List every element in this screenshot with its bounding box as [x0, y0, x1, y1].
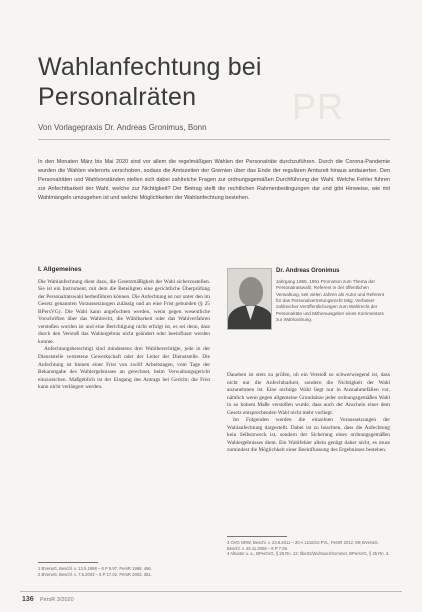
body-paragraph: Im Folgenden werden die einzelnen Voraussetzungen der Wahlanfechtung dargestellt. Dabei ist zu beachten, dass die Anfechtung kein Selbstzweck ist, sondern der Sicherung eines ordnungsgemäßen Wahlergebnisses dient. Ein Wahlfehler allein genügt daher nicht, es muss zumindest die Möglichkeit einer Beeinflussung des Ergebnisses bestehen.	[227, 417, 390, 454]
article-title: Wahlanfechtung bei Personalräten	[38, 53, 262, 111]
footnotes-left	[38, 566, 210, 577]
footnote: 3 OVG NRW, Beschl. v. 23.8.2011 – 20 A 1218/10.PVL, PersR 2012, 89; BVerwG, Beschl. v. 26.11.2008 – 6 P 7.08.	[227, 540, 379, 551]
body-paragraph: Die Wahlanfechtung dient dazu, die Gesetzmäßigkeit der Wahl sicherzustellen. Sie ist ein Instrument, mit dem die Beteiligten eine gerichtliche Überprüfung der Personalratswahl herbeiführen können. Die Anfechtung ist nur unter den im Gesetz genannten Voraussetzungen zulässig und an eine Frist gebunden (§ 25 BPersVG). Die Wahl kann angefochten werden, wenn gegen wesentliche Vorschriften über das Wahlrecht, die Wählbarkeit oder das Wahlverfahren verstoßen worden ist und eine Berichtigung nicht erfolgt ist, es sei denn, dass durch den Verstoß das Wahlergebnis nicht geändert oder beeinflusst werden konnte.	[38, 278, 210, 345]
page-number: 136	[22, 596, 34, 603]
footnotes-right	[227, 540, 390, 557]
author-name: Dr. Andreas Gronimus	[276, 268, 340, 274]
body-paragraph: Anfechtungsberechtigt sind mindestens drei Wahlberechtigte, jede in der Dienststelle vertretene Gewerkschaft oder der Leiter der Dienststelle. Die Anfechtung ist binnen einer Frist von zwölf Arbeitstagen, vom Tage der Bekanntgabe des Wahlergebnisses an gerechnet, beim Verwaltungsgericht einzureichen. Maßgeblich ist der Eingang des Antrags bei Gericht; die Frist kann nicht verlängert werden.	[38, 346, 210, 391]
footnote: 2 BVerwG, Beschl. v. 7.5.2003 – 6 P 17.02, PersR 2003, 361.	[38, 571, 152, 577]
author-info	[276, 268, 390, 323]
body-paragraph: Daneben ist stets zu prüfen, ob ein Verstoß so schwerwiegend ist, dass nicht nur die Anfechtbarkeit, sondern die Nichtigkeit der Wahl anzunehmen ist. Eine nichtige Wahl liegt nur in Ausnahmefällen vor, nämlich wenn gegen allgemeine Grundsätze jeder ordnungsgemäßen Wahl in so hohem Maße verstoßen wurde, dass auch der Anschein einer dem Gesetz entsprechenden Wahl nicht mehr vorliegt.	[227, 372, 390, 416]
author-photo	[227, 268, 272, 330]
header-divider	[38, 139, 390, 140]
right-column	[227, 372, 390, 455]
article-lead: In den Monaten März bis Mai 2020 sind vor allem die regelmäßigen Wahlen der Personalräte durchzuführen. Durch die Corona-Pandemie wurden die Wahlen vielerorts verschoben, sodass die Amtszeiten der Gremien über das Ende der regulären Amtszeit hinaus andauerten. Den Personalräten und Wahlvorständen stellen sich dabei zahlreiche Fragen zur ordnungsgemäßen Durchführung der Wahl. Welche Fehler führen zur Anfechtbarkeit der Wahl, welche zur Nichtigkeit? Der Beitrag stellt die rechtlichen Rahmenbedingungen dar und gibt Hinweise, wie mit Wahlmängeln umzugehen ist und welche Möglichkeiten der Wahlanfechtung bestehen.	[38, 159, 390, 201]
article-byline: Von Vorlagepraxis Dr. Andreas Gronimus, Bonn	[38, 123, 207, 132]
footnote: 1 BVerwG, Beschl. v. 13.5.1998 – 6 P 9.97, PersR 1998, 466.	[38, 566, 152, 571]
footnote-divider	[38, 562, 98, 563]
section-heading: I. Allgemeines	[38, 266, 82, 273]
footnote-divider	[227, 536, 287, 537]
journal-issue: PersR 3/2020	[40, 597, 74, 603]
footnote: 4 Altvater u. a., BPersVG, § 25 Rn. 12; Ilbertz/Widmaier/Sommer, BPersVG, § 25 Rn. 3.	[227, 551, 390, 557]
author-bio: Jahrgang 1955, 1991 Promotion zum Thema der Personalratswahl, Referent in der öffentlichen Verwaltung, seit vielen Jahren als Autor und Referent für das Personalvertretungsrecht tätig, Verfasser zahlreicher Veröffentlichungen zum Wahlrecht der Personalräte und Mitherausgeber eines Kommentars zur Wahlordnung.	[276, 279, 385, 323]
footer-divider	[20, 591, 402, 592]
title-watermark: PR	[292, 86, 345, 127]
left-column	[38, 266, 210, 392]
